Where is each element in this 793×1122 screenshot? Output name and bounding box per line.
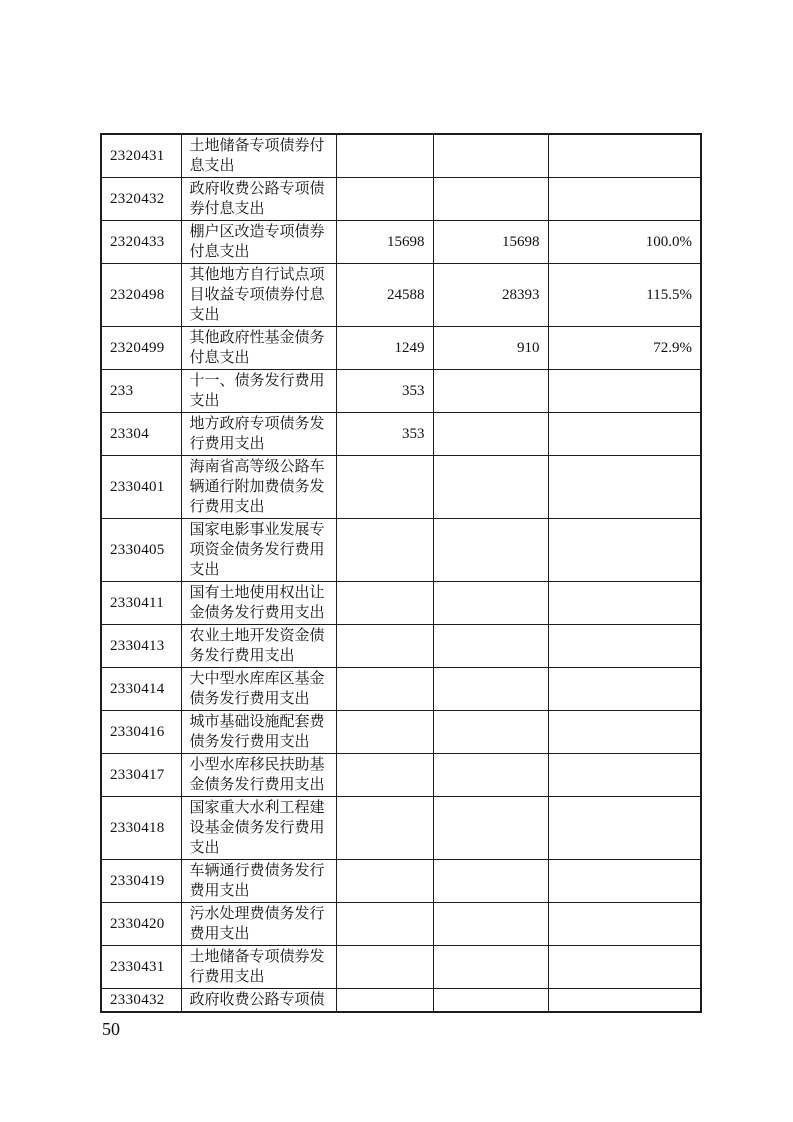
code-cell: 233 xyxy=(101,370,181,413)
budget-amount-cell: 15698 xyxy=(336,221,433,264)
code-cell: 2330414 xyxy=(101,668,181,711)
completion-rate-cell xyxy=(548,625,701,668)
completion-rate-cell xyxy=(548,989,701,1013)
budget-amount-cell xyxy=(336,903,433,946)
item-name-cell: 土地储备专项债券付息支出 xyxy=(181,134,336,178)
completion-rate-cell: 72.9% xyxy=(548,327,701,370)
actual-amount-cell xyxy=(433,370,548,413)
budget-amount-cell xyxy=(336,711,433,754)
budget-amount-cell: 1249 xyxy=(336,327,433,370)
table-row xyxy=(101,668,701,711)
budget-table xyxy=(100,133,702,1013)
code-cell: 23304 xyxy=(101,413,181,456)
item-name-cell: 海南省高等级公路车辆通行附加费债务发行费用支出 xyxy=(181,456,336,519)
code-cell: 2320431 xyxy=(101,134,181,178)
actual-amount-cell xyxy=(433,668,548,711)
completion-rate-cell xyxy=(548,860,701,903)
actual-amount-cell xyxy=(433,903,548,946)
budget-amount-cell: 353 xyxy=(336,370,433,413)
actual-amount-cell xyxy=(433,860,548,903)
table-row xyxy=(101,264,701,327)
actual-amount-cell: 28393 xyxy=(433,264,548,327)
actual-amount-cell xyxy=(433,797,548,860)
budget-amount-cell xyxy=(336,519,433,582)
budget-amount-cell xyxy=(336,625,433,668)
completion-rate-cell xyxy=(548,797,701,860)
budget-amount-cell xyxy=(336,668,433,711)
item-name-cell: 车辆通行费债务发行费用支出 xyxy=(181,860,336,903)
budget-amount-cell xyxy=(336,946,433,989)
actual-amount-cell xyxy=(433,946,548,989)
item-name-cell: 十一、债务发行费用支出 xyxy=(181,370,336,413)
completion-rate-cell xyxy=(548,413,701,456)
budget-amount-cell xyxy=(336,797,433,860)
code-cell: 2330420 xyxy=(101,903,181,946)
completion-rate-cell xyxy=(548,178,701,221)
table-row xyxy=(101,370,701,413)
code-cell: 2330401 xyxy=(101,456,181,519)
budget-amount-cell xyxy=(336,134,433,178)
code-cell: 2330411 xyxy=(101,582,181,625)
item-name-cell: 国家重大水利工程建设基金债务发行费用支出 xyxy=(181,797,336,860)
item-name-cell: 土地储备专项债券发行费用支出 xyxy=(181,946,336,989)
table-row xyxy=(101,946,701,989)
item-name-cell: 棚户区改造专项债券付息支出 xyxy=(181,221,336,264)
actual-amount-cell xyxy=(433,519,548,582)
budget-amount-cell xyxy=(336,582,433,625)
table-row xyxy=(101,903,701,946)
table-row xyxy=(101,519,701,582)
item-name-cell: 地方政府专项债务发行费用支出 xyxy=(181,413,336,456)
table-row xyxy=(101,456,701,519)
completion-rate-cell xyxy=(548,668,701,711)
actual-amount-cell xyxy=(433,178,548,221)
completion-rate-cell xyxy=(548,582,701,625)
code-cell: 2330416 xyxy=(101,711,181,754)
actual-amount-cell xyxy=(433,456,548,519)
budget-amount-cell xyxy=(336,178,433,221)
code-cell: 2320498 xyxy=(101,264,181,327)
table-row xyxy=(101,178,701,221)
table-row xyxy=(101,625,701,668)
item-name-cell: 政府收费公路专项债 xyxy=(181,989,336,1013)
actual-amount-cell xyxy=(433,989,548,1013)
actual-amount-cell xyxy=(433,625,548,668)
actual-amount-cell xyxy=(433,582,548,625)
item-name-cell: 国家电影事业发展专项资金债务发行费用支出 xyxy=(181,519,336,582)
item-name-cell: 政府收费公路专项债券付息支出 xyxy=(181,178,336,221)
actual-amount-cell: 910 xyxy=(433,327,548,370)
completion-rate-cell xyxy=(548,903,701,946)
completion-rate-cell: 100.0% xyxy=(548,221,701,264)
item-name-cell: 小型水库移民扶助基金债务发行费用支出 xyxy=(181,754,336,797)
item-name-cell: 城市基础设施配套费债务发行费用支出 xyxy=(181,711,336,754)
actual-amount-cell xyxy=(433,413,548,456)
code-cell: 2330431 xyxy=(101,946,181,989)
code-cell: 2330405 xyxy=(101,519,181,582)
item-name-cell: 污水处理费债务发行费用支出 xyxy=(181,903,336,946)
budget-amount-cell xyxy=(336,989,433,1013)
code-cell: 2330419 xyxy=(101,860,181,903)
page-number: 50 xyxy=(102,1019,120,1039)
completion-rate-cell xyxy=(548,519,701,582)
table-row xyxy=(101,711,701,754)
actual-amount-cell xyxy=(433,711,548,754)
budget-amount-cell: 353 xyxy=(336,413,433,456)
budget-amount-cell xyxy=(336,860,433,903)
code-cell: 2330417 xyxy=(101,754,181,797)
budget-amount-cell: 24588 xyxy=(336,264,433,327)
item-name-cell: 其他政府性基金债务付息支出 xyxy=(181,327,336,370)
item-name-cell: 国有土地使用权出让金债务发行费用支出 xyxy=(181,582,336,625)
actual-amount-cell xyxy=(433,754,548,797)
item-name-cell: 大中型水库库区基金债务发行费用支出 xyxy=(181,668,336,711)
code-cell: 2330432 xyxy=(101,989,181,1013)
actual-amount-cell: 15698 xyxy=(433,221,548,264)
item-name-cell: 农业土地开发资金债务发行费用支出 xyxy=(181,625,336,668)
code-cell: 2320432 xyxy=(101,178,181,221)
table-row xyxy=(101,860,701,903)
table-row xyxy=(101,327,701,370)
code-cell: 2330418 xyxy=(101,797,181,860)
table-row xyxy=(101,989,701,1013)
table-row xyxy=(101,134,701,178)
code-cell: 2320499 xyxy=(101,327,181,370)
completion-rate-cell: 115.5% xyxy=(548,264,701,327)
code-cell: 2320433 xyxy=(101,221,181,264)
budget-table-body xyxy=(101,134,701,1012)
budget-amount-cell xyxy=(336,754,433,797)
completion-rate-cell xyxy=(548,754,701,797)
completion-rate-cell xyxy=(548,370,701,413)
completion-rate-cell xyxy=(548,946,701,989)
code-cell: 2330413 xyxy=(101,625,181,668)
completion-rate-cell xyxy=(548,134,701,178)
table-row xyxy=(101,221,701,264)
completion-rate-cell xyxy=(548,711,701,754)
table-row xyxy=(101,797,701,860)
completion-rate-cell xyxy=(548,456,701,519)
actual-amount-cell xyxy=(433,134,548,178)
item-name-cell: 其他地方自行试点项目收益专项债券付息支出 xyxy=(181,264,336,327)
table-row xyxy=(101,413,701,456)
table-row xyxy=(101,754,701,797)
table-row xyxy=(101,582,701,625)
budget-amount-cell xyxy=(336,456,433,519)
